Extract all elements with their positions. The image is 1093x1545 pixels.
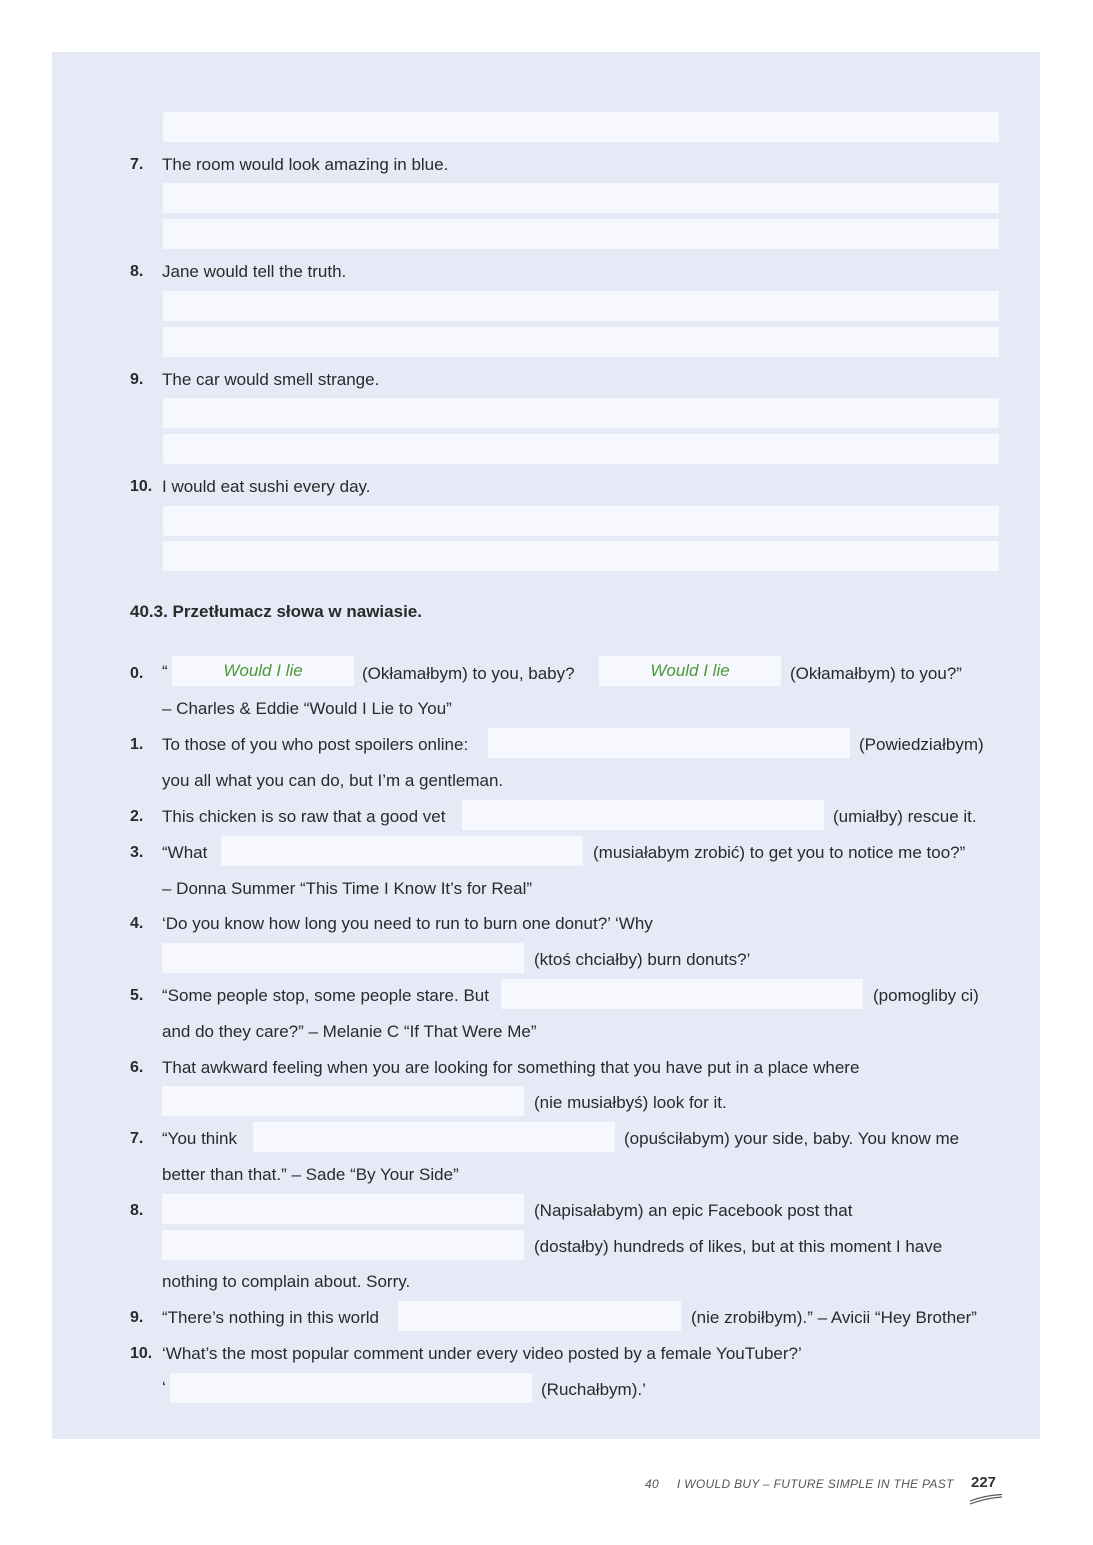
answer-line[interactable] (163, 219, 999, 249)
answer-line[interactable] (163, 291, 999, 321)
item-text: ‘Do you know how long you need to run to burn one donut?’ ‘Why (162, 914, 653, 933)
item-number: 2. (130, 808, 144, 825)
item-text: (nie zrobiłbym).” – Avicii “Hey Brother” (691, 1308, 977, 1327)
item-text: you all what you can do, but I’m a gentleman. (162, 771, 504, 790)
item-number: 0. (130, 665, 144, 682)
item-number: 8. (130, 263, 144, 280)
answer-field[interactable] (162, 1230, 524, 1260)
item-number: 7. (130, 156, 144, 173)
footer-chapter-number: 40 (645, 1477, 659, 1491)
item-number: 9. (130, 1309, 144, 1326)
item-text: (opuściłabym) your side, baby. You know me (624, 1129, 960, 1148)
item-text: better than that.” – Sade “By Your Side” (162, 1165, 459, 1184)
answer-example: Would I lie (172, 656, 354, 686)
item-text: (pomogliby ci) (873, 986, 979, 1005)
item-text: I would eat sushi every day. (162, 477, 371, 496)
answer-field[interactable] (253, 1122, 615, 1152)
item-text: “There’s nothing in this world (162, 1308, 380, 1327)
item-text: “What (162, 843, 208, 862)
answer-line[interactable] (163, 398, 999, 428)
item-text: (Okłamałbym) to you?” (790, 664, 962, 683)
item-text: “ (162, 662, 168, 681)
item-text: and do they care?” – Melanie C “If That Were Me” (162, 1022, 537, 1041)
item-text: ‘What’s the most popular comment under every video posted by a female YouTuber?’ (162, 1344, 802, 1363)
item-text: That awkward feeling when you are looking for something that you have put in a place where (162, 1058, 860, 1077)
item-text: The room would look amazing in blue. (162, 155, 449, 174)
answer-field[interactable] (398, 1301, 681, 1331)
item-number: 6. (130, 1059, 144, 1076)
item-text: “Some people stop, some people stare. But (162, 986, 489, 1005)
item-number: 9. (130, 371, 144, 388)
answer-line[interactable] (163, 434, 999, 464)
answer-field[interactable] (170, 1373, 532, 1403)
answer-field[interactable] (488, 728, 850, 758)
item-number: 4. (130, 915, 144, 932)
item-text: Jane would tell the truth. (162, 262, 347, 281)
answer-field[interactable] (162, 1194, 524, 1224)
answer-field[interactable] (162, 943, 524, 973)
item-text: (Napisałabym) an epic Facebook post that (534, 1201, 853, 1220)
item-text: (musiałabym zrobić) to get you to notice me too?” (593, 843, 966, 862)
page-number-swoosh-icon (968, 1494, 1004, 1506)
answer-line[interactable] (163, 327, 999, 357)
item-text: (nie musiałbyś) look for it. (534, 1093, 727, 1112)
answer-line[interactable] (163, 183, 999, 213)
item-text: (umiałby) rescue it. (833, 807, 977, 826)
item-text: – Charles & Eddie “Would I Lie to You” (162, 699, 452, 718)
answer-line[interactable] (163, 506, 999, 536)
exercise-heading: 40.3. Przetłumacz słowa w nawiasie. (130, 602, 422, 621)
item-text: (dostałby) hundreds of likes, but at this moment I have (534, 1237, 943, 1256)
item-number: 1. (130, 736, 144, 753)
answer-field[interactable] (501, 979, 863, 1009)
footer-chapter-title: I WOULD BUY – FUTURE SIMPLE IN THE PAST (677, 1477, 954, 1491)
item-number: 7. (130, 1130, 144, 1147)
item-text: The car would smell strange. (162, 370, 380, 389)
item-number: 3. (130, 844, 144, 861)
answer-field[interactable] (462, 800, 824, 830)
item-text: To those of you who post spoilers online: (162, 735, 469, 754)
answer-field[interactable] (221, 836, 583, 866)
item-text: (Okłamałbym) to you, baby? (362, 664, 575, 683)
item-number: 10. (130, 478, 153, 495)
item-text: “You think (162, 1129, 237, 1148)
item-text: (Ruchałbym).’ (541, 1380, 646, 1399)
item-text: (Powiedziałbym) (859, 735, 984, 754)
answer-line[interactable] (163, 112, 999, 142)
item-text: – Donna Summer “This Time I Know It’s for Real” (162, 879, 533, 898)
item-text: (ktoś chciałby) burn donuts?’ (534, 950, 751, 969)
answer-field[interactable] (162, 1086, 524, 1116)
item-text: nothing to complain about. Sorry. (162, 1272, 411, 1291)
item-number: 5. (130, 987, 144, 1004)
item-number: 10. (130, 1345, 153, 1362)
answer-line[interactable] (163, 541, 999, 571)
item-text: This chicken is so raw that a good vet (162, 807, 446, 826)
item-number: 8. (130, 1202, 144, 1219)
item-text: ‘ (162, 1378, 166, 1397)
answer-example: Would I lie (599, 656, 781, 686)
page-number: 227 (971, 1474, 997, 1491)
